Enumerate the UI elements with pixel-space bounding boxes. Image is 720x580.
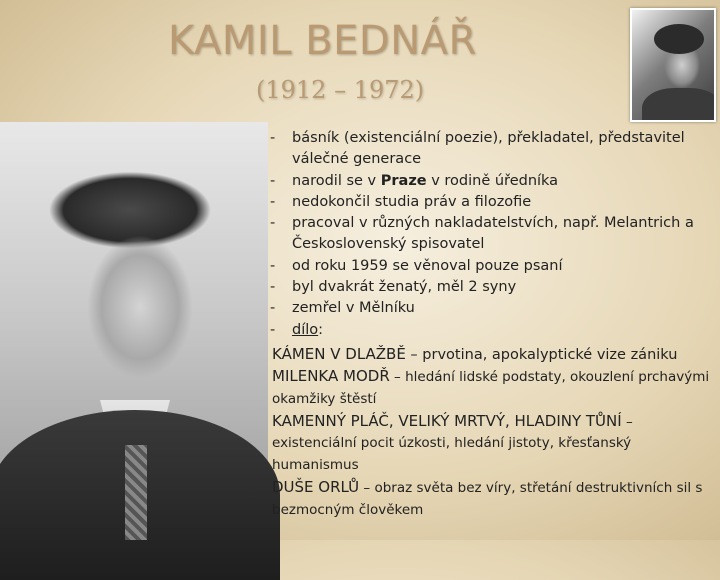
work-description: – obraz světa bez víry, střetání destruktivních sil s bezmocným člověkem (272, 479, 703, 518)
biography-list (270, 128, 715, 341)
works-list (272, 343, 717, 522)
lifespan-years: (1912 – 1972) (256, 76, 425, 104)
portrait-tie (125, 445, 147, 540)
bullet-dash: - (270, 321, 276, 338)
bio-item (270, 213, 715, 256)
bullet-dash: - (270, 215, 276, 232)
work-item (272, 477, 717, 522)
work-description: – hledání lidské podstaty, okouzlení prchavými okamžiky štěstí (272, 369, 710, 407)
work-item (272, 366, 717, 411)
bio-item (270, 171, 715, 192)
work-item (272, 343, 717, 366)
bio-text: : (318, 321, 324, 338)
work-description: – prvotina, apokalyptické vize zániku (405, 347, 678, 363)
work-title: MILENKA MODŘ (272, 367, 390, 385)
small-portrait-hair (654, 24, 704, 54)
bio-text: zemřel v Mělníku (292, 300, 415, 317)
work-item (272, 411, 717, 477)
bio-item (270, 298, 715, 319)
bio-text: pracoval v různých nakladatelstvích, např. Melantrich a Československý spisovatel (292, 215, 694, 253)
bio-text: od roku 1959 se věnoval pouze psaní (292, 257, 563, 274)
bio-text: nedokončil studia práv a filozofie (292, 193, 532, 210)
bio-item (270, 192, 715, 213)
work-title: DUŠE ORLŮ (272, 477, 360, 496)
bullet-dash: - (270, 300, 276, 317)
page-title: KAMIL BEDNÁŘ (168, 18, 477, 64)
bio-text: byl dvakrát ženatý, měl 2 syny (292, 279, 517, 296)
bullet-dash: - (270, 193, 276, 210)
bio-text: narodil se v (292, 172, 381, 189)
small-portrait-photo (630, 8, 716, 122)
bullet-dash: - (270, 279, 276, 296)
portrait-photo (0, 122, 268, 540)
work-title: KÁMEN V DLAŽBĚ (272, 345, 406, 363)
bio-text: v rodině úředníka (426, 172, 559, 189)
bio-item (270, 277, 715, 298)
bio-birthplace: Praze (380, 172, 427, 189)
bio-text: básník (existenciální poezie), překladatel, představitel válečné generace (292, 130, 685, 168)
bullet-dash: - (270, 257, 276, 274)
bullet-dash: - (270, 172, 276, 189)
works-heading: dílo (292, 321, 319, 338)
bio-item (270, 320, 715, 341)
bio-item (270, 256, 715, 277)
work-description: – existenciální pocit úzkosti, hledání jistoty, křesťanský humanismus (272, 413, 633, 474)
work-title: KAMENNÝ PLÁČ, VELIKÝ MRTVÝ, HLADINY TŮNÍ (272, 411, 622, 430)
bio-item (270, 128, 715, 171)
small-portrait-body (642, 88, 716, 122)
bullet-dash: - (270, 130, 276, 146)
